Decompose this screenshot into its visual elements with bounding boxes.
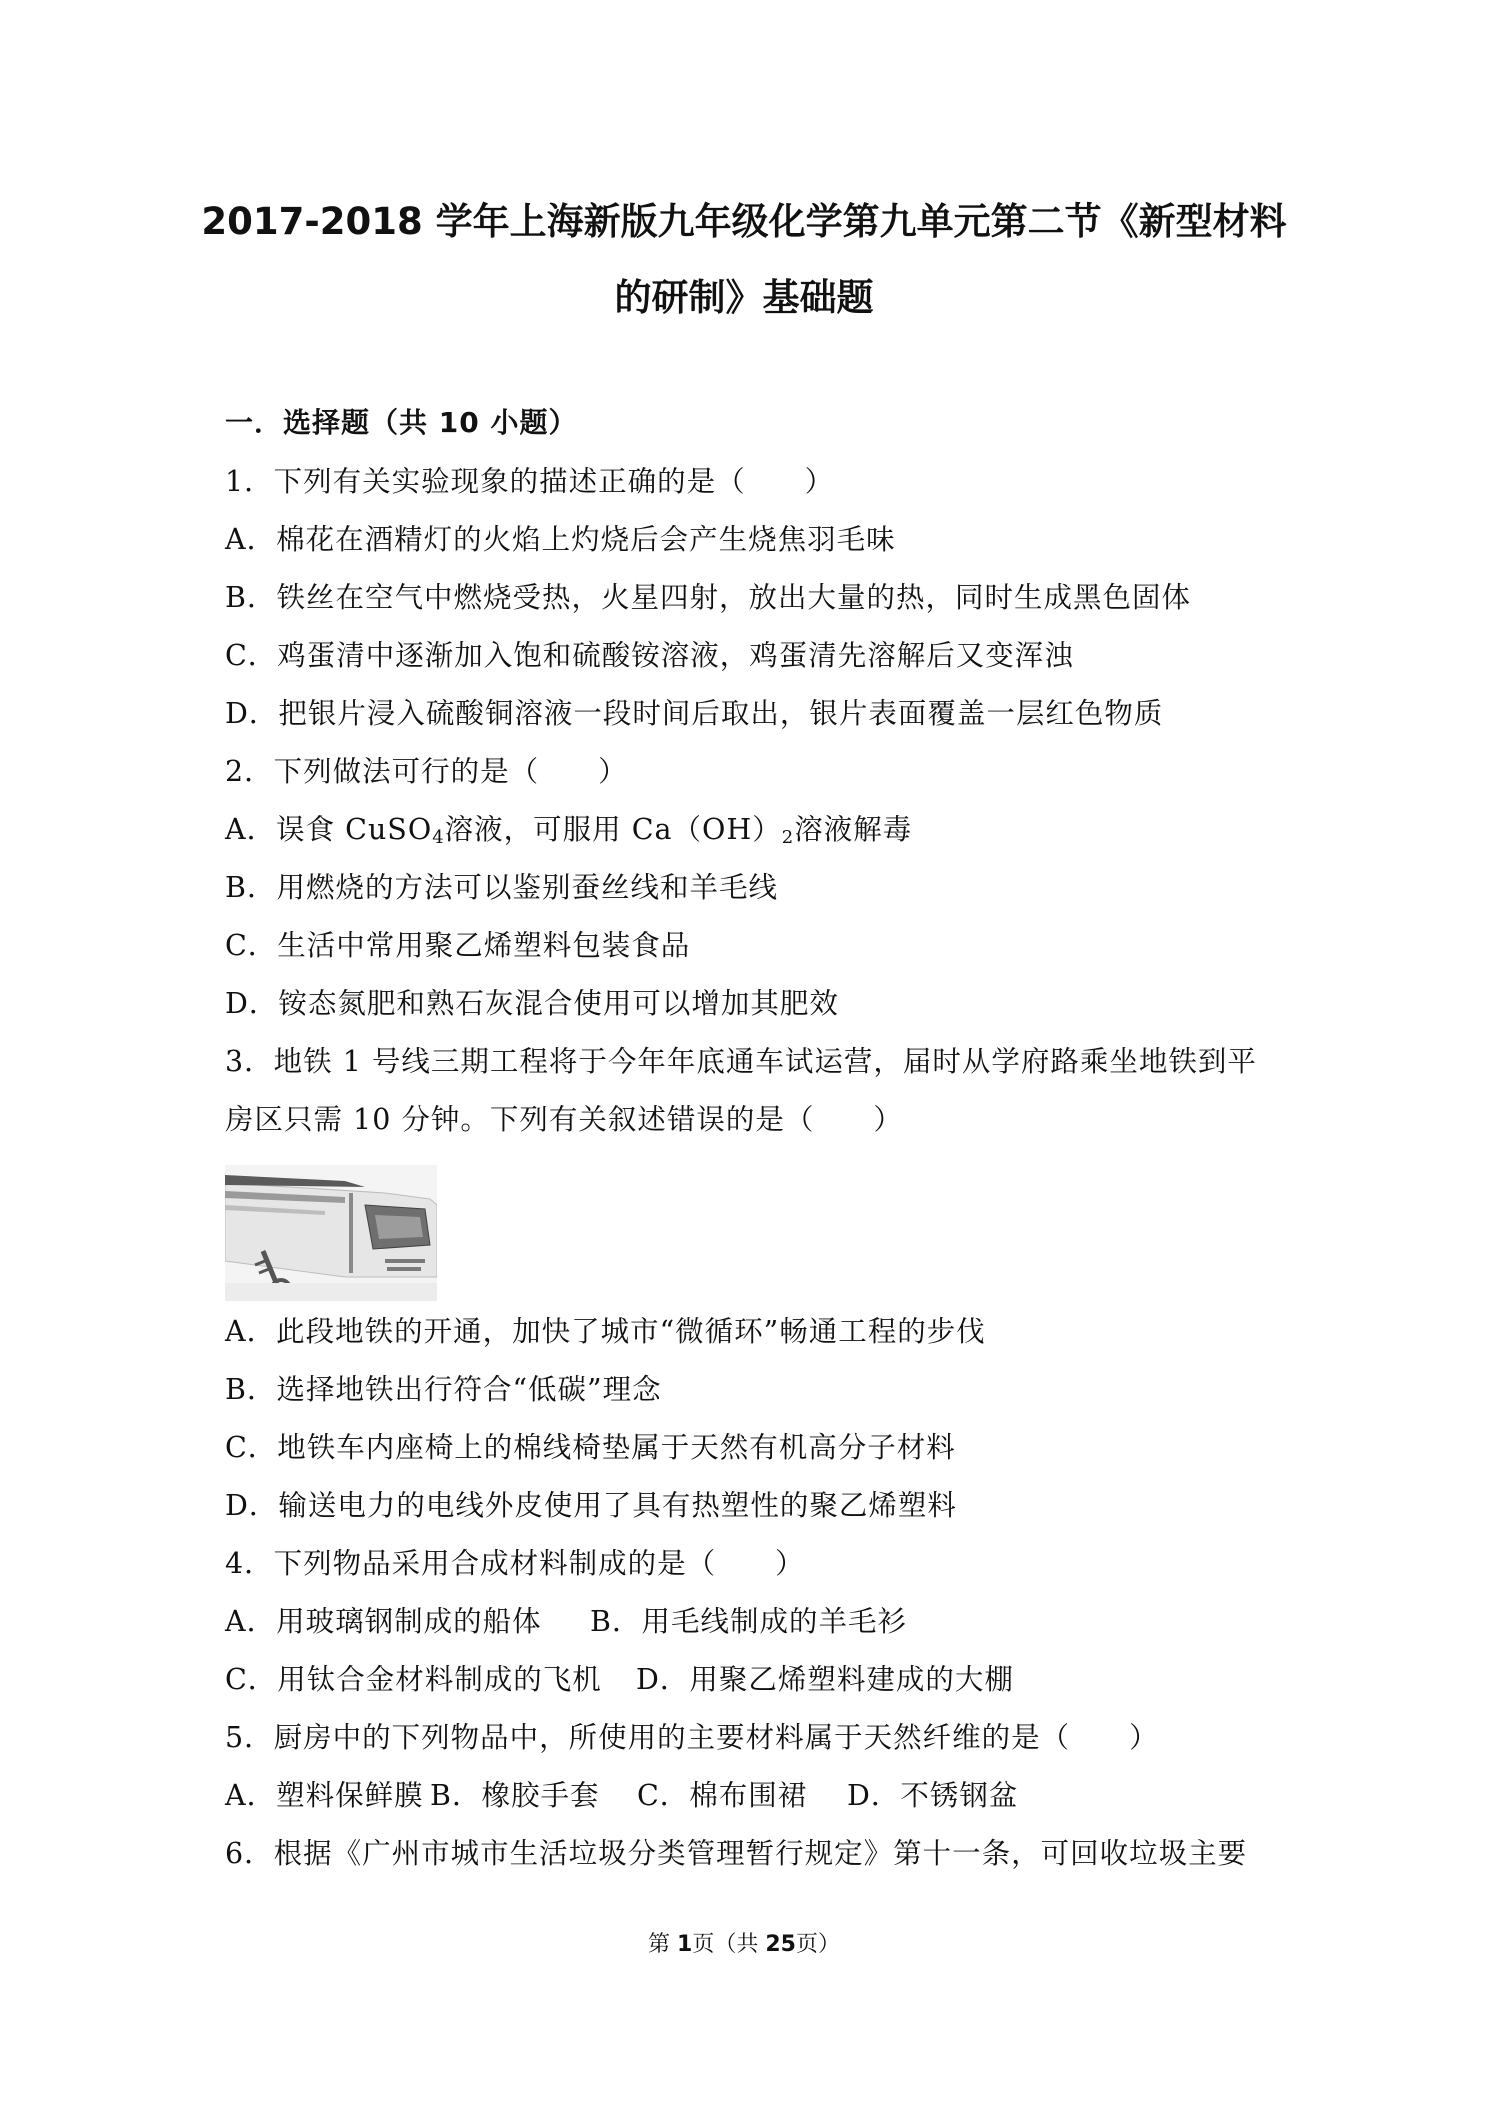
title-line-2: 的研制》基础题 bbox=[614, 276, 874, 319]
question-3-option-b: B．选择地铁出行符合“低碳”理念 bbox=[225, 1373, 662, 1406]
question-5-option-c: C．棉布围裙 bbox=[637, 1779, 808, 1812]
subway-train-image bbox=[225, 1165, 437, 1301]
subway-train-photo bbox=[225, 1165, 437, 1301]
question-5-option-b: B．橡胶手套 bbox=[430, 1779, 600, 1812]
question-5-options-row bbox=[225, 1776, 1265, 1816]
question-4-option-a: A．用玻璃钢制成的船体 bbox=[225, 1605, 542, 1638]
question-1-option-a: A．棉花在酒精灯的火焰上灼烧后会产生烧焦羽毛味 bbox=[225, 523, 896, 556]
question-5-option-d: D．不锈钢盆 bbox=[847, 1779, 1019, 1812]
question-2-option-b: B．用燃烧的方法可以鉴别蚕丝线和羊毛线 bbox=[225, 871, 778, 904]
question-2-option-d: D．铵态氮肥和熟石灰混合使用可以增加其肥效 bbox=[225, 987, 839, 1020]
question-1-stem: 1．下列有关实验现象的描述正确的是（ ） bbox=[225, 465, 835, 498]
footer-total-pages: 25 bbox=[765, 1932, 796, 1957]
question-2-option-a bbox=[225, 810, 1265, 850]
question-1-option-d: D．把银片浸入硫酸铜溶液一段时间后取出，银片表面覆盖一层红色物质 bbox=[225, 697, 1164, 730]
document-title bbox=[200, 184, 1288, 336]
option-a-text-2: 溶液，可服用 Ca（OH） bbox=[444, 813, 782, 846]
question-3-option-a: A．此段地铁的开通，加快了城市“微循环”畅通工程的步伐 bbox=[225, 1315, 986, 1348]
question-3-option-c: C．地铁车内座椅上的棉线椅垫属于天然有机高分子材料 bbox=[225, 1431, 956, 1464]
question-3-stem-line-2: 房区只需 10 分钟。下列有关叙述错误的是（ ） bbox=[225, 1103, 903, 1136]
footer-page-number: 1 bbox=[677, 1932, 693, 1957]
footer-mid: 页（共 bbox=[692, 1932, 766, 1957]
question-4-option-c: C．用钛合金材料制成的飞机 bbox=[225, 1663, 602, 1696]
page-footer bbox=[0, 1930, 1488, 1960]
section-heading: 一．选择题（共 10 小题） bbox=[225, 406, 578, 439]
footer-post: 页） bbox=[795, 1932, 840, 1957]
question-4-option-b: B．用毛线制成的羊毛衫 bbox=[590, 1605, 907, 1638]
option-a-text-1: A．误食 CuSO bbox=[225, 813, 433, 846]
footer-pre: 第 bbox=[648, 1932, 678, 1957]
question-2-option-c: C．生活中常用聚乙烯塑料包装食品 bbox=[225, 929, 691, 962]
question-4-options-row-2 bbox=[225, 1660, 1265, 1700]
question-4-options-row-1 bbox=[225, 1602, 1265, 1642]
question-4-option-d: D．用聚乙烯塑料建成的大棚 bbox=[636, 1663, 1014, 1696]
question-5-stem: 5．厨房中的下列物品中，所使用的主要材料属于天然纤维的是（ ） bbox=[225, 1721, 1159, 1754]
question-3-option-d: D．输送电力的电线外皮使用了具有热塑性的聚乙烯塑料 bbox=[225, 1489, 957, 1522]
title-line-1: 2017-2018 学年上海新版九年级化学第九单元第二节《新型材料 bbox=[201, 200, 1287, 243]
question-3-stem-line-1: 3．地铁 1 号线三期工程将于今年年底通车试运营，届时从学府路乘坐地铁到平 bbox=[225, 1045, 1257, 1078]
question-6-stem: 6．根据《广州市城市生活垃圾分类管理暂行规定》第十一条，可回收垃圾主要 bbox=[225, 1837, 1248, 1870]
question-4-stem: 4．下列物品采用合成材料制成的是（ ） bbox=[225, 1547, 805, 1580]
subscript-2: 2 bbox=[781, 827, 795, 848]
question-2-stem: 2．下列做法可行的是（ ） bbox=[225, 755, 628, 788]
subscript-4: 4 bbox=[432, 827, 445, 848]
option-a-text-3: 溶液解毒 bbox=[794, 813, 913, 846]
question-1-option-b: B．铁丝在空气中燃烧受热，火星四射，放出大量的热，同时生成黑色固体 bbox=[225, 581, 1191, 614]
question-1-option-c: C．鸡蛋清中逐渐加入饱和硫酸铵溶液，鸡蛋清先溶解后又变浑浊 bbox=[225, 639, 1074, 672]
question-5-option-a: A．塑料保鲜膜 bbox=[225, 1779, 424, 1812]
